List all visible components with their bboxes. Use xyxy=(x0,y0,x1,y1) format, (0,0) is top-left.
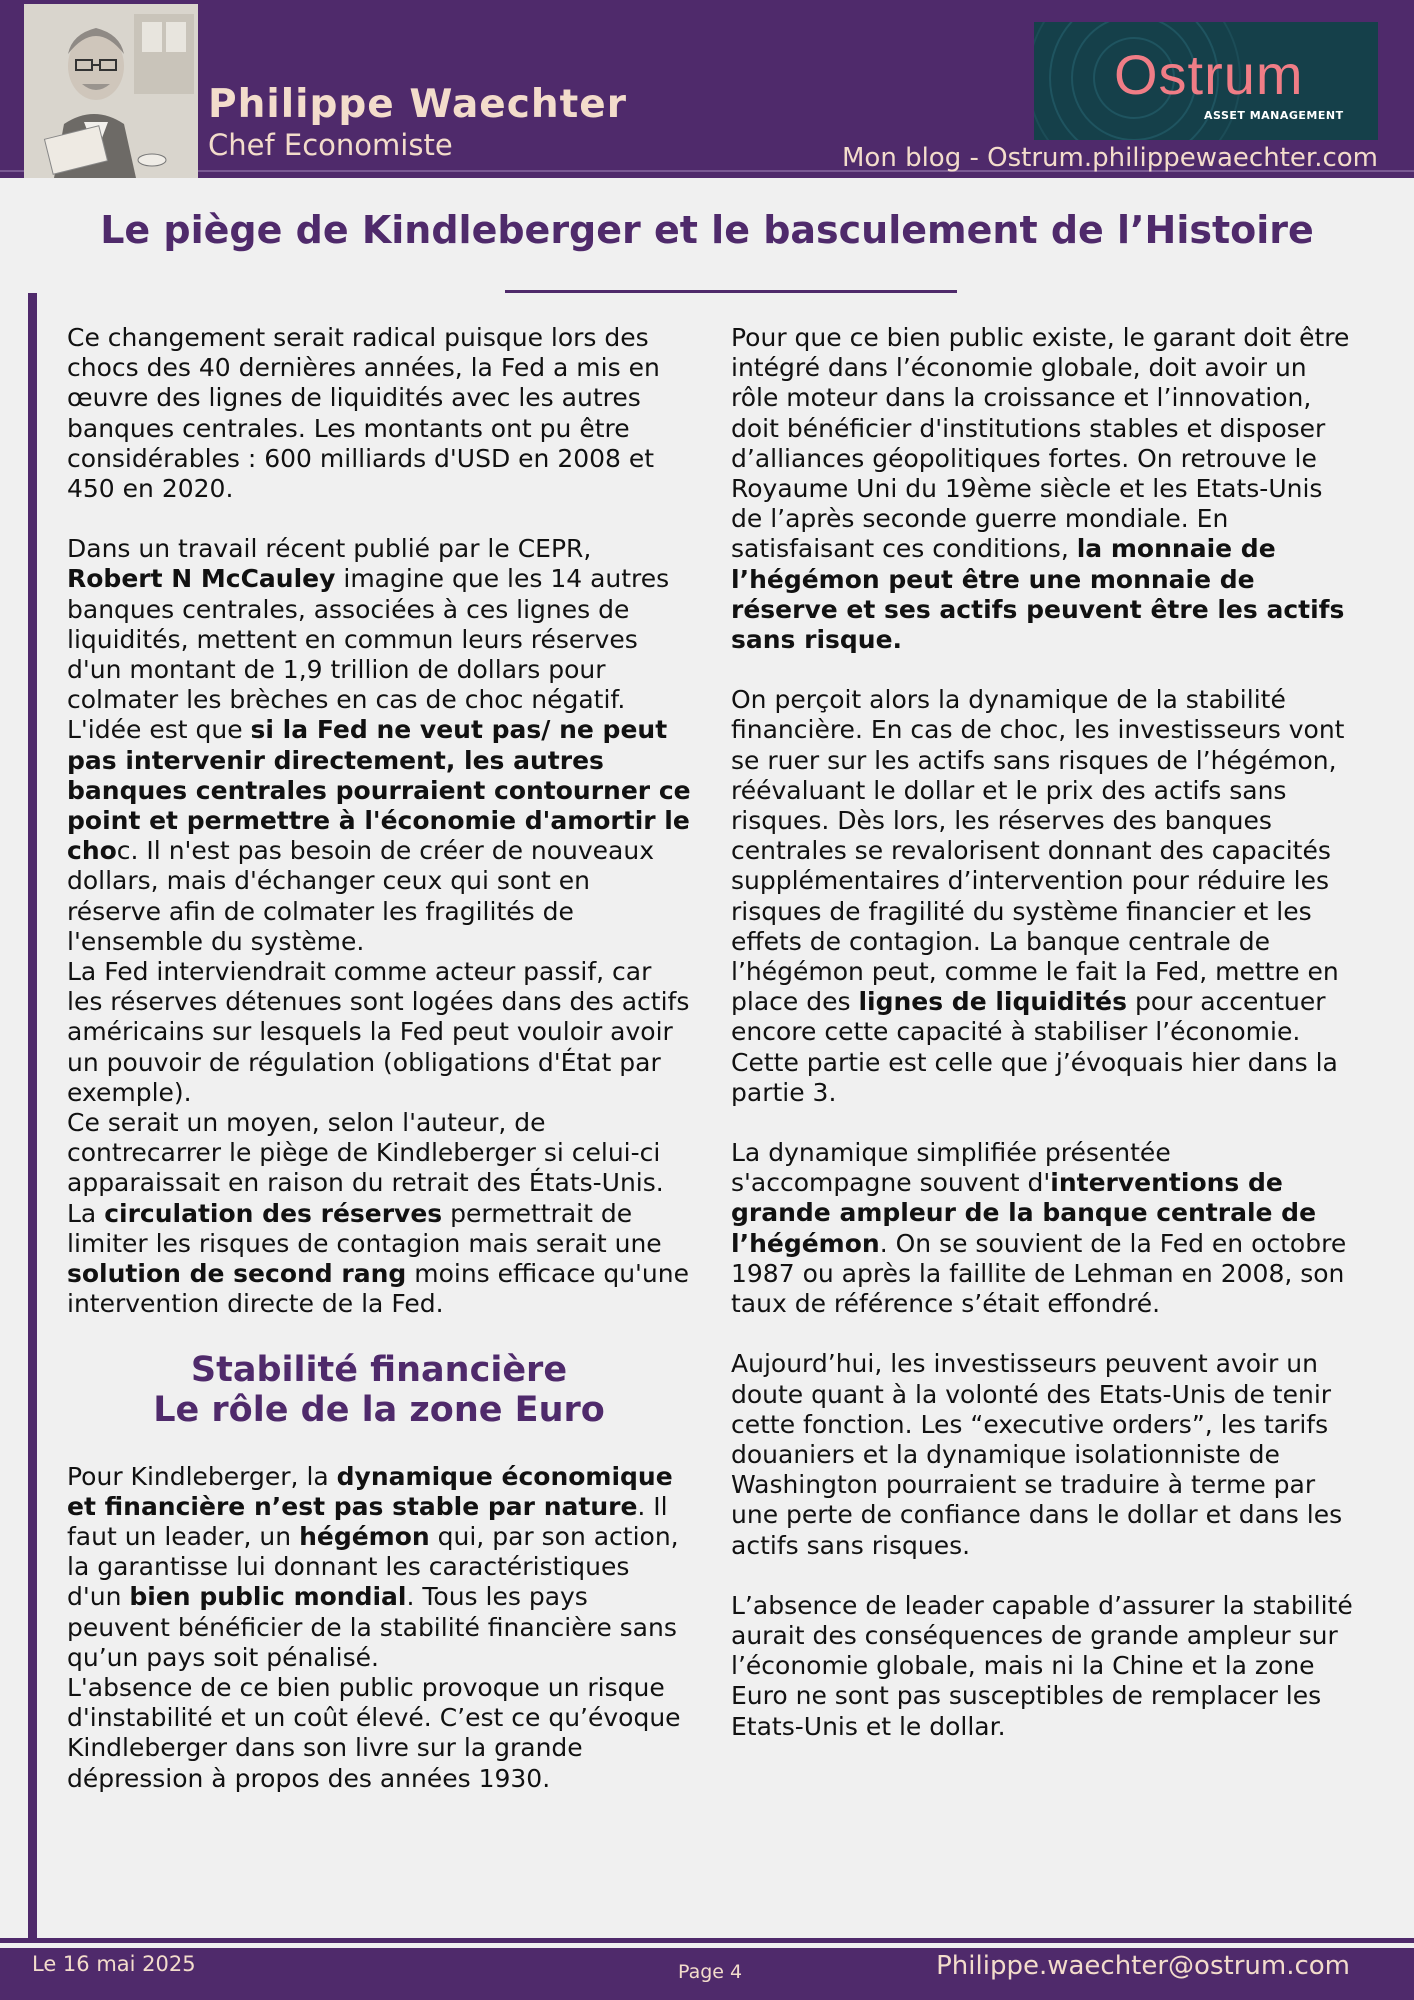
left-paragraph-4: Ce serait un moyen, selon l'auteur, de contrecarrer le piège de Kindleberger si celui-ci apparaissait en raison du retrait des États-Unis. xyxy=(67,1108,664,1198)
page-title: Le piège de Kindleberger et le basculement de l’Histoire xyxy=(100,208,1314,252)
left-paragraph-2: Dans un travail récent publié par le CEPR, Robert N McCauley imagine que les 14 autres banques centrales, associées à ces lignes de liquidités, mettent en commun leurs réserves d'un montant de 1,9 trillion de dollars pour colmater les brèches en cas de choc négatif. L'idée est que si la Fed ne veut pas/ ne peut pas intervenir directement, les autres banques centrales pourraient contourner ce point et permettre à l'économie d'amortir le choc. Il n'est pas besoin de créer de nouveaux dollars, mais d'échanger ceux qui sont en réserve afin de colmater les fragilités de l'ensemble du système. xyxy=(67,534,691,956)
author-role: Chef Economiste xyxy=(208,128,453,162)
footer-date: Le 16 mai 2025 xyxy=(32,1952,196,1976)
right-paragraph-1: Pour que ce bien public existe, le garant doit être intégré dans l’économie globale, doit avoir un rôle moteur dans la croissance et l’innovation, doit bénéficier d'institutions stables et disposer d’alliances géopolitiques fortes. On retrouve le Royaume Uni du 19ème siècle et les Etats-Unis de l’après seconde guerre mondiale. En satisfaisant ces conditions, la monnaie de l’hégémon peut être une monnaie de réserve et ses actifs peuvent être les actifs sans risque. xyxy=(731,323,1350,655)
left-paragraph-6: Pour Kindleberger, la dynamique économique et financière n’est pas stable par nature. Il faut un leader, un hégémon qui, par son action, la garantisse lui donnant les caractéristiques d'un bien public mondial. Tous les pays peuvent bénéficier de la stabilité financière sans qu’un pays soit pénalisé. xyxy=(67,1461,679,1672)
logo-subtitle: ASSET MANAGEMENT xyxy=(1204,109,1344,122)
right-paragraph-2: On perçoit alors la dynamique de la stabilité financière. En cas de choc, les investisseurs vont se ruer sur les actifs sans risques de l’hégémon, réévaluant le dollar et le prix des actifs sans risques. Dès lors, les réserves des banques centrales se revalorisent donnant des capacités supplémentaires d’intervention pour réduire les risques de fragilité du système financier et les effets de contagion. La banque centrale de l’hégémon peut, comme le fait la Fed, mettre en place des lignes de liquidités pour accentuer encore cette capacité à stabiliser l’économie. Cette partie est celle que j’évoquais hier dans la partie 3. xyxy=(731,685,1345,1107)
right-column xyxy=(731,323,1356,1772)
left-column xyxy=(67,323,691,1794)
left-paragraph-5: La circulation des réserves permettrait de limiter les risques de contagion mais serait une solution de second rang moins efficace qu'une intervention directe de la Fed. xyxy=(67,1198,689,1319)
left-paragraph-3: La Fed interviendrait comme acteur passif, car les réserves détenues sont logées dans des actifs américains sur lesquels la Fed peut vouloir avoir un pouvoir de régulation (obligations d'État par exemple). xyxy=(67,957,690,1107)
page-number: Page 4 xyxy=(678,1961,743,1983)
subheading-line-1: Stabilité financière xyxy=(190,1349,568,1390)
author-name: Philippe Waechter xyxy=(208,82,627,127)
left-accent-bar xyxy=(28,293,37,1938)
left-paragraph-7: L'absence de ce bien public provoque un risque d'instabilité et un coût élevé. C’est ce qu’évoque Kindleberger dans son livre sur la grande dépression à propos des années 1930. xyxy=(67,1672,681,1793)
subheading-line-2: Le rôle de la zone Euro xyxy=(153,1389,605,1430)
right-paragraph-3: La dynamique simplifiée présentée s'accompagne souvent d'interventions de grande ampleur de la banque centrale de l’hégémon. On se souvient de la Fed en octobre 1987 ou après la faillite de Lehman en 2008, son taux de référence s’était effondré. xyxy=(731,1138,1347,1319)
author-portrait-sketch xyxy=(24,4,198,178)
ostrum-logo xyxy=(1034,22,1378,140)
title-underline xyxy=(505,290,957,293)
author-portrait xyxy=(24,4,198,178)
right-paragraph-4: Aujourd’hui, les investisseurs peuvent avoir un doute quant à la volonté des Etats-Unis de tenir cette fonction. Les “executive orders”, les tarifs douaniers et la dynamique isolationniste de Washington pourraient se traduire à terme par une perte de confiance dans le dollar et dans les actifs sans risques. xyxy=(731,1349,1343,1560)
left-paragraph-1: Ce changement serait radical puisque lors des chocs des 40 dernières années, la Fed a mis en œuvre des lignes de liquidités avec les autres banques centrales. Les montants ont pu être considérables : 600 milliards d'USD en 2008 et 450 en 2020. xyxy=(67,323,660,504)
right-paragraph-5: L’absence de leader capable d’assurer la stabilité aurait des conséquences de grande ampleur sur l’économie globale, mais ni la Chine et la zone Euro ne sont pas susceptibles de remplacer les Etats-Unis et le dollar. xyxy=(731,1590,1353,1741)
logo-wordmark: Ostrum xyxy=(1114,43,1304,106)
footer-email-link[interactable]: Philippe.waechter@ostrum.com xyxy=(936,1951,1350,1981)
section-subheading xyxy=(67,1350,691,1430)
footer-divider xyxy=(0,1938,1414,1943)
blog-link[interactable]: Mon blog - Ostrum.philippewaechter.com xyxy=(841,143,1378,173)
